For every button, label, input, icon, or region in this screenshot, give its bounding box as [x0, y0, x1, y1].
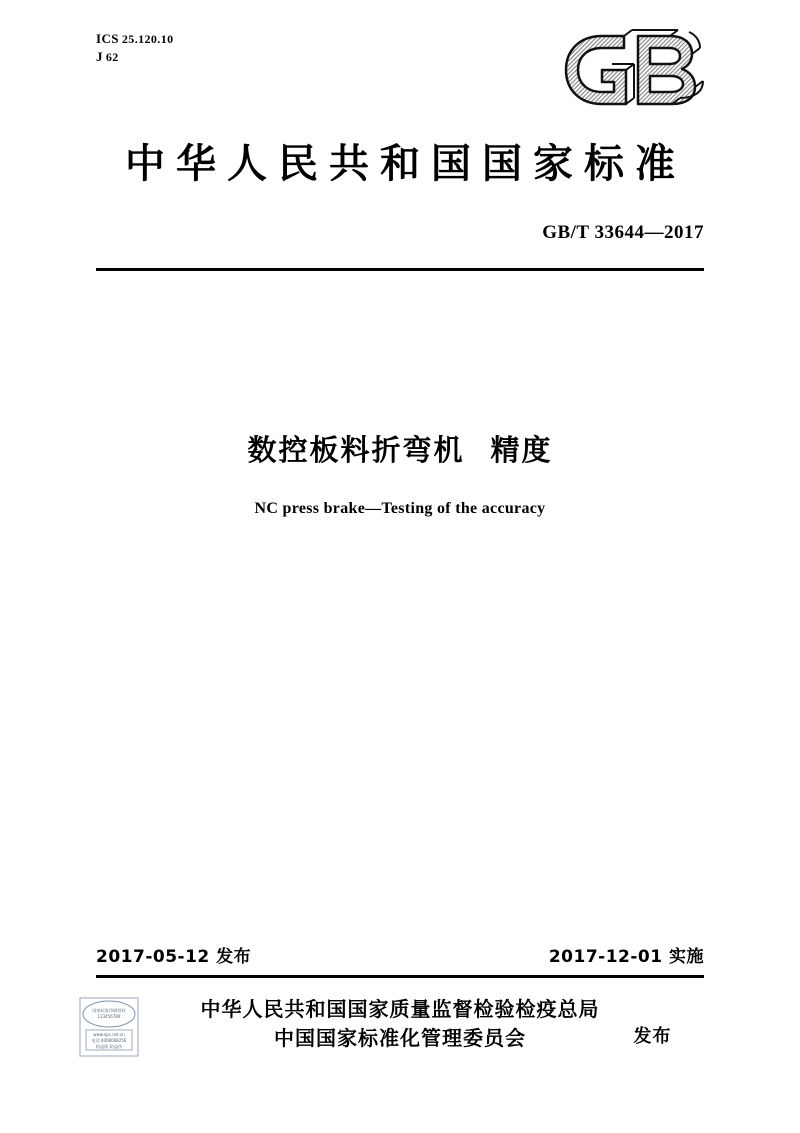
page-title: 中华人民共和国国家标准	[125, 141, 686, 187]
divider-top	[96, 268, 704, 271]
document-title-english: NC press brake—Testing of the accuracy	[254, 500, 546, 517]
classification-value: 62	[105, 49, 119, 64]
standard-number: GB/T 33644—2017	[542, 222, 704, 243]
svg-text:防盗版 防盗伪: 防盗版 防盗伪	[95, 1044, 123, 1049]
divider-bottom	[96, 975, 704, 978]
publisher-line-2: 中国国家标准化管理委员会	[274, 1026, 526, 1050]
svg-text:123456789: 123456789	[97, 1014, 121, 1019]
svg-text:电话 4008008256: 电话 4008008256	[91, 1038, 127, 1043]
document-title-chinese	[0, 428, 800, 469]
document-title-main: 数控板料折弯机	[247, 433, 465, 467]
classification-label: J	[96, 48, 103, 64]
document-title-sub: 精度	[490, 433, 553, 467]
ics-line	[96, 30, 174, 48]
classification-line	[96, 48, 174, 66]
gb-logo-icon	[556, 26, 716, 112]
publisher-organizations	[200, 995, 672, 1053]
issue-date: 2017-05-12 发布	[96, 947, 252, 967]
publish-word: 发布	[633, 1025, 672, 1047]
implementation-date: 2017-12-01 实施	[548, 947, 704, 967]
ics-label: ICS	[96, 31, 119, 46]
ics-value: 25.120.10	[121, 32, 174, 46]
svg-text:www.spc.net.cn: www.spc.net.cn	[93, 1032, 125, 1037]
anti-counterfeit-seal-icon	[76, 992, 146, 1062]
publisher-line-1: 中华人民共和国国家质量监督检验检疫总局	[200, 997, 600, 1021]
svg-text:国家标准印刷授权: 国家标准印刷授权	[92, 1008, 126, 1013]
ics-classification-block	[96, 30, 174, 65]
